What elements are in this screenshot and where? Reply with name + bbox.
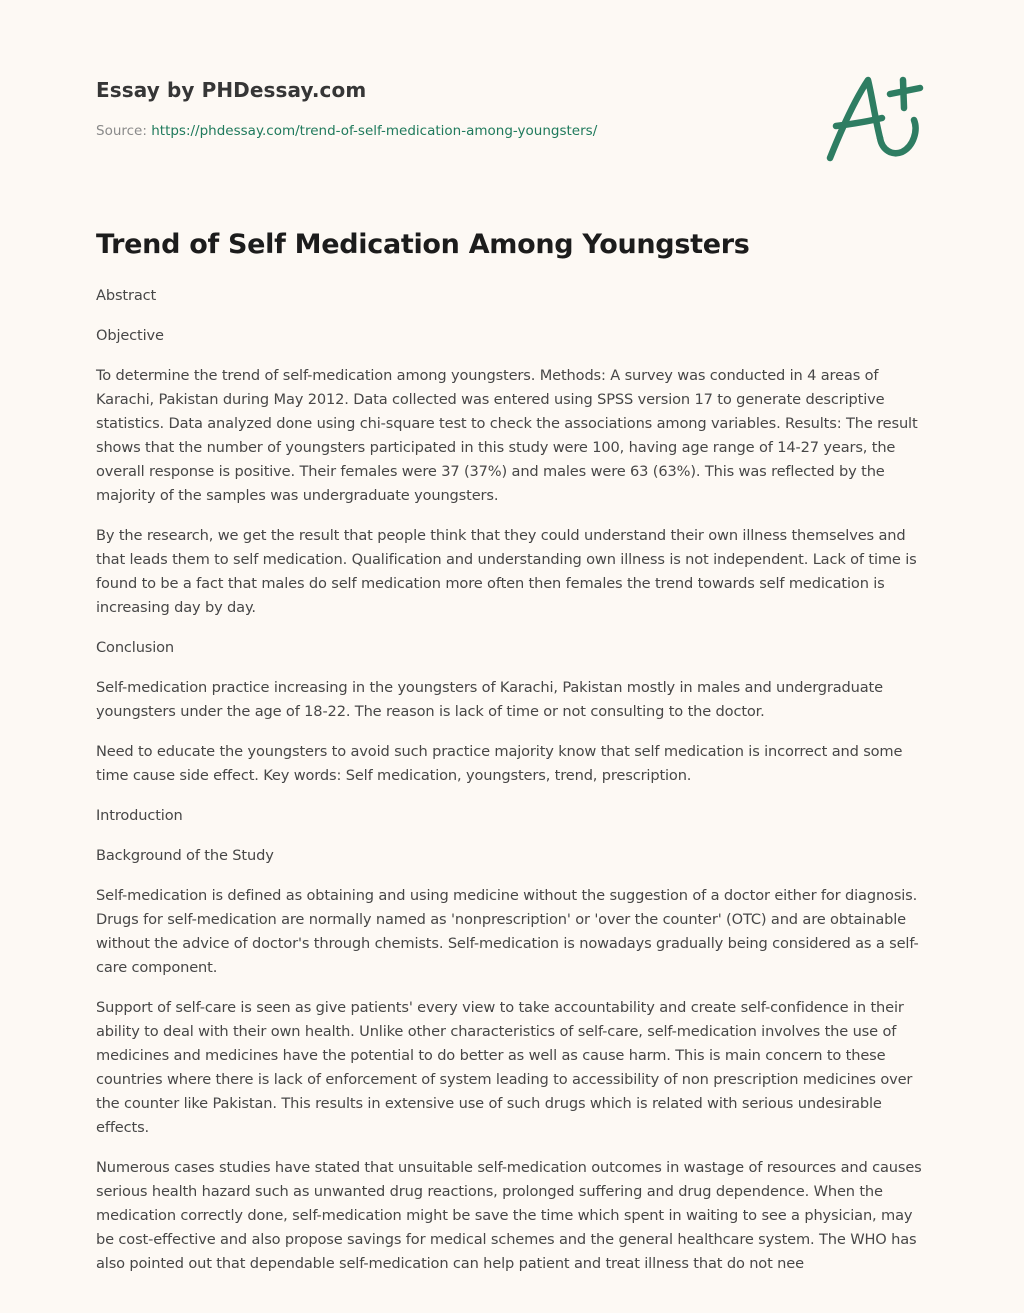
source-label: Source: bbox=[96, 123, 152, 139]
essay-header bbox=[96, 76, 796, 141]
section-heading-introduction: Introduction bbox=[96, 807, 183, 824]
section-heading-conclusion: Conclusion bbox=[96, 639, 175, 656]
document-title: Trend of Self Medication Among Youngsters bbox=[96, 229, 750, 260]
paragraph-objective: To determine the trend of self-medication among youngsters. Methods: A survey was conducted in 4 areas of Karachi, Pakistan during May 2012. Data collected was entered using SPSS version 17 to generate descriptive statistics. Data analyzed done using chi-square test to check the associations among variables. Results: The result shows that the number of youngsters participated in this study were 100, having age range of 14-27 years, the overall response is positive. Their females were 37 (37%) and males were 63 (63%). This was reflected by the majority of the samples was undergraduate youngsters. bbox=[96, 367, 918, 504]
section-heading-abstract: Abstract bbox=[96, 287, 157, 304]
source-line bbox=[96, 121, 796, 141]
paragraph-conclusion-2: Need to educate the youngsters to avoid such practice majority know that self medication is incorrect and some time cause side effect. Key words: Self medication, youngsters, trend, prescription. bbox=[96, 743, 903, 784]
paragraph-results: By the research, we get the result that people think that they could understand their own illness themselves and that leads them to self medication. Qualification and understanding own illness is not independent. Lack of time is found to be a fact that males do self medication more often then females the trend towards self medication is increasing day by day. bbox=[96, 527, 917, 616]
section-heading-objective: Objective bbox=[96, 327, 164, 344]
paragraph-conclusion-1: Self-medication practice increasing in the youngsters of Karachi, Pakistan mostly in males and undergraduate youngsters under the age of 18-22. The reason is lack of time or not consulting to the doctor. bbox=[96, 679, 883, 720]
paragraph-background-2: Support of self-care is seen as give patients' every view to take accountability and create self-confidence in their ability to deal with their own health. Unlike other characteristics of self-care, self-medication involves the use of medicines and medicines have the potential to do better as well as cause harm. This is main concern to these countries where there is lack of enforcement of system leading to accessibility of non prescription medicines over the counter like Pakistan. This results in extensive use of such drugs which is related with serious undesirable effects. bbox=[96, 999, 913, 1136]
a-plus-grade-icon bbox=[822, 66, 932, 166]
section-heading-background: Background of the Study bbox=[96, 847, 274, 864]
site-title: Essay by PHDessay.com bbox=[96, 78, 367, 102]
paragraph-background-3: Numerous cases studies have stated that unsuitable self-medication outcomes in wastage of resources and causes serious health hazard such as unwanted drug reactions, prolonged suffering and drug dependence. When the medication correctly done, self-medication might be save the time which spent in waiting to see a physician, may be cost-effective and also propose savings for medical schemes and the general healthcare system. The WHO has also pointed out that dependable self-medication can help patient and treat illness that do not nee bbox=[96, 1159, 922, 1272]
paragraph-background-1: Self-medication is defined as obtaining and using medicine without the suggestion of a doctor either for diagnosis. Drugs for self-medication are normally named as 'nonprescription' or 'over the counter' (OTC) and are obtainable without the advice of doctor's through chemists. Self-medication is nowadays gradually being considered as a self-care component. bbox=[96, 887, 919, 976]
document-body bbox=[96, 284, 932, 1292]
source-link[interactable]: https://phdessay.com/trend-of-self-medication-among-youngsters/ bbox=[151, 123, 598, 139]
